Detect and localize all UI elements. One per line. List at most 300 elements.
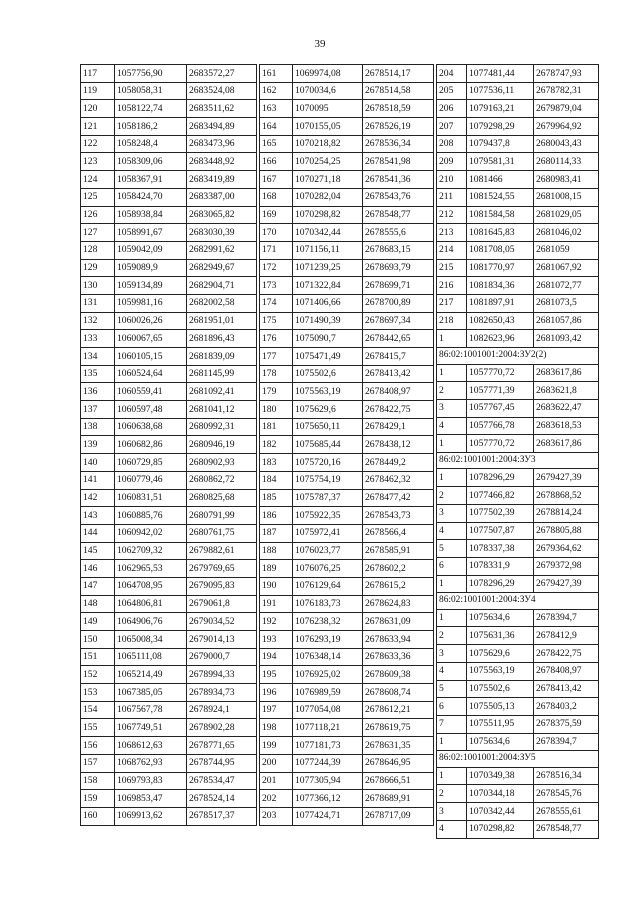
y-coordinate: 2678413,42 xyxy=(534,680,599,698)
y-coordinate: 2679014,13 xyxy=(187,631,257,649)
point-number: 132 xyxy=(81,312,115,330)
x-coordinate: 1070095 xyxy=(293,100,363,118)
y-coordinate: 2678412,9 xyxy=(534,627,599,645)
x-coordinate: 1076076,25 xyxy=(293,560,363,578)
x-coordinate: 1057766,78 xyxy=(467,417,534,435)
point-number: 175 xyxy=(260,312,293,330)
table-row xyxy=(81,613,257,631)
table-row xyxy=(437,135,599,153)
table-row xyxy=(437,767,599,785)
table-row xyxy=(81,595,257,613)
x-coordinate: 1057771,39 xyxy=(467,382,534,400)
table-row xyxy=(260,524,434,542)
point-number: 3 xyxy=(437,504,467,522)
point-number: 4 xyxy=(437,417,467,435)
point-number: 183 xyxy=(260,454,293,472)
y-coordinate: 2683622,47 xyxy=(534,399,599,417)
y-coordinate: 2681896,43 xyxy=(187,330,257,348)
point-number: 135 xyxy=(81,365,115,383)
table-row xyxy=(81,807,257,825)
table-row xyxy=(260,807,434,825)
x-coordinate: 1069913,62 xyxy=(115,807,187,825)
x-coordinate: 1070342,44 xyxy=(467,803,534,821)
y-coordinate: 2678548,77 xyxy=(534,820,599,838)
y-coordinate: 2678994,33 xyxy=(187,666,257,684)
y-coordinate: 2678394,7 xyxy=(534,609,599,627)
point-number: 123 xyxy=(81,153,115,171)
x-coordinate: 1058058,31 xyxy=(115,82,187,100)
table-row xyxy=(260,241,434,259)
x-coordinate: 1075650,11 xyxy=(293,418,363,436)
table-row xyxy=(260,401,434,419)
point-number: 155 xyxy=(81,719,115,737)
y-coordinate: 2683524,08 xyxy=(187,82,257,100)
table-row xyxy=(260,577,434,595)
y-coordinate: 2681041,12 xyxy=(187,401,257,419)
coordinates-table-3 xyxy=(436,64,599,839)
y-coordinate: 2683065,82 xyxy=(187,206,257,224)
table-row xyxy=(81,631,257,649)
table-row xyxy=(260,100,434,118)
point-number: 144 xyxy=(81,524,115,542)
y-coordinate: 2681839,09 xyxy=(187,348,257,366)
parcel-header-row xyxy=(437,751,599,768)
table-row xyxy=(260,790,434,808)
y-coordinate: 2679769,65 xyxy=(187,560,257,578)
y-coordinate: 2678555,6 xyxy=(363,224,434,242)
parcel-cadastral-number: 86:02:1001001:2004:ЗУ2(2) xyxy=(437,348,599,365)
point-number: 205 xyxy=(437,82,467,100)
table-row xyxy=(81,790,257,808)
point-number: 212 xyxy=(437,206,467,224)
point-number: 1 xyxy=(437,364,467,382)
point-number: 117 xyxy=(81,65,115,83)
x-coordinate: 1058938,84 xyxy=(115,206,187,224)
y-coordinate: 2681029,05 xyxy=(534,206,599,224)
table-row xyxy=(260,454,434,472)
y-coordinate: 2678771,65 xyxy=(187,737,257,755)
table-row xyxy=(81,666,257,684)
point-number: 2 xyxy=(437,382,467,400)
parcel-cadastral-number: 86:02:1001001:2004:ЗУ5 xyxy=(437,751,599,768)
point-number: 6 xyxy=(437,557,467,575)
point-number: 156 xyxy=(81,737,115,755)
x-coordinate: 1075631,36 xyxy=(467,627,534,645)
point-number: 2 xyxy=(437,487,467,505)
point-number: 158 xyxy=(81,772,115,790)
y-coordinate: 2680825,68 xyxy=(187,489,257,507)
x-coordinate: 1075563,19 xyxy=(467,662,534,680)
y-coordinate: 2678624,83 xyxy=(363,595,434,613)
table-row xyxy=(437,224,599,242)
x-coordinate: 1070218,82 xyxy=(293,135,363,153)
table-row xyxy=(260,542,434,560)
y-coordinate: 2678422,75 xyxy=(534,645,599,663)
x-coordinate: 1070298,82 xyxy=(293,206,363,224)
y-coordinate: 2679427,39 xyxy=(534,575,599,593)
point-number: 162 xyxy=(260,82,293,100)
point-number: 214 xyxy=(437,241,467,259)
table-row xyxy=(437,540,599,558)
point-number: 2 xyxy=(437,627,467,645)
table-row xyxy=(437,65,599,83)
x-coordinate: 1071490,39 xyxy=(293,312,363,330)
y-coordinate: 2678438,12 xyxy=(363,436,434,454)
table-row xyxy=(260,631,434,649)
point-number: 160 xyxy=(81,807,115,825)
x-coordinate: 1058367,91 xyxy=(115,171,187,189)
y-coordinate: 2678585,91 xyxy=(363,542,434,560)
point-number: 197 xyxy=(260,701,293,719)
x-coordinate: 1077536,11 xyxy=(467,82,534,100)
table-row xyxy=(81,330,257,348)
x-coordinate: 1075090,7 xyxy=(293,330,363,348)
point-number: 202 xyxy=(260,790,293,808)
table-row xyxy=(260,365,434,383)
y-coordinate: 2678541,98 xyxy=(363,153,434,171)
table-row xyxy=(81,701,257,719)
x-coordinate: 1077366,12 xyxy=(293,790,363,808)
y-coordinate: 2683030,39 xyxy=(187,224,257,242)
y-coordinate: 2678442,65 xyxy=(363,330,434,348)
y-coordinate: 2678408,97 xyxy=(363,383,434,401)
point-number: 127 xyxy=(81,224,115,242)
x-coordinate: 1064708,95 xyxy=(115,577,187,595)
table-row xyxy=(437,100,599,118)
point-number: 3 xyxy=(437,803,467,821)
table-row xyxy=(260,383,434,401)
point-number: 181 xyxy=(260,418,293,436)
table-row xyxy=(81,294,257,312)
x-coordinate: 1077507,87 xyxy=(467,522,534,540)
y-coordinate: 2678514,58 xyxy=(363,82,434,100)
y-coordinate: 2681092,41 xyxy=(187,383,257,401)
point-number: 189 xyxy=(260,560,293,578)
point-number: 184 xyxy=(260,471,293,489)
parcel-header-row xyxy=(437,452,599,469)
x-coordinate: 1076238,32 xyxy=(293,613,363,631)
table-row xyxy=(437,645,599,663)
y-coordinate: 2680043,43 xyxy=(534,135,599,153)
table-row xyxy=(260,666,434,684)
x-coordinate: 1081897,91 xyxy=(467,294,534,312)
y-coordinate: 2678689,91 xyxy=(363,790,434,808)
y-coordinate: 2678408,97 xyxy=(534,662,599,680)
y-coordinate: 2678555,61 xyxy=(534,803,599,821)
table-row xyxy=(81,542,257,560)
y-coordinate: 2683494,89 xyxy=(187,118,257,136)
x-coordinate: 1071239,25 xyxy=(293,259,363,277)
y-coordinate: 2678534,47 xyxy=(187,772,257,790)
table-row xyxy=(260,135,434,153)
x-coordinate: 1060682,86 xyxy=(115,436,187,454)
y-coordinate: 2678666,51 xyxy=(363,772,434,790)
x-coordinate: 1076183,73 xyxy=(293,595,363,613)
table-row xyxy=(260,171,434,189)
y-coordinate: 2678518,59 xyxy=(363,100,434,118)
y-coordinate: 2678646,95 xyxy=(363,754,434,772)
x-coordinate: 1078337,38 xyxy=(467,540,534,558)
x-coordinate: 1077481,44 xyxy=(467,65,534,83)
table-row xyxy=(437,522,599,540)
table-row xyxy=(81,312,257,330)
table-row xyxy=(260,595,434,613)
point-number: 152 xyxy=(81,666,115,684)
x-coordinate: 1081524,55 xyxy=(467,188,534,206)
table-row xyxy=(260,294,434,312)
y-coordinate: 2679034,52 xyxy=(187,613,257,631)
y-coordinate: 2681008,15 xyxy=(534,188,599,206)
table-row xyxy=(260,188,434,206)
y-coordinate: 2680992,31 xyxy=(187,418,257,436)
y-coordinate: 2678545,76 xyxy=(534,785,599,803)
table-row xyxy=(81,684,257,702)
x-coordinate: 1060067,65 xyxy=(115,330,187,348)
y-coordinate: 2680902,93 xyxy=(187,454,257,472)
y-coordinate: 2678683,15 xyxy=(363,241,434,259)
table-row xyxy=(437,294,599,312)
point-number: 1 xyxy=(437,330,467,348)
y-coordinate: 2678633,36 xyxy=(363,648,434,666)
x-coordinate: 1071322,84 xyxy=(293,277,363,295)
y-coordinate: 2683617,86 xyxy=(534,435,599,453)
table-row xyxy=(437,364,599,382)
point-number: 134 xyxy=(81,348,115,366)
y-coordinate: 2683511,62 xyxy=(187,100,257,118)
point-number: 203 xyxy=(260,807,293,825)
x-coordinate: 1059981,16 xyxy=(115,294,187,312)
y-coordinate: 2678700,89 xyxy=(363,294,434,312)
x-coordinate: 1059089,9 xyxy=(115,259,187,277)
table-row xyxy=(437,557,599,575)
y-coordinate: 2678543,73 xyxy=(363,507,434,525)
point-number: 217 xyxy=(437,294,467,312)
table-row xyxy=(437,715,599,733)
point-number: 179 xyxy=(260,383,293,401)
x-coordinate: 1059134,89 xyxy=(115,277,187,295)
point-number: 4 xyxy=(437,662,467,680)
point-number: 157 xyxy=(81,754,115,772)
point-number: 172 xyxy=(260,259,293,277)
x-coordinate: 1077118,21 xyxy=(293,719,363,737)
x-coordinate: 1070271,18 xyxy=(293,171,363,189)
point-number: 140 xyxy=(81,454,115,472)
x-coordinate: 1070155,05 xyxy=(293,118,363,136)
table-row xyxy=(260,471,434,489)
table-row xyxy=(81,577,257,595)
point-number: 133 xyxy=(81,330,115,348)
point-number: 180 xyxy=(260,401,293,419)
x-coordinate: 1081770,97 xyxy=(467,259,534,277)
table-row xyxy=(260,436,434,454)
point-number: 204 xyxy=(437,65,467,83)
table-row xyxy=(260,82,434,100)
x-coordinate: 1081466 xyxy=(467,171,534,189)
y-coordinate: 2678782,31 xyxy=(534,82,599,100)
y-coordinate: 2683617,86 xyxy=(534,364,599,382)
table-row xyxy=(260,224,434,242)
x-coordinate: 1081584,58 xyxy=(467,206,534,224)
x-coordinate: 1076293,19 xyxy=(293,631,363,649)
x-coordinate: 1075505,13 xyxy=(467,698,534,716)
x-coordinate: 1070344,18 xyxy=(467,785,534,803)
x-coordinate: 1079581,31 xyxy=(467,153,534,171)
x-coordinate: 1057770,72 xyxy=(467,364,534,382)
y-coordinate: 2678449,2 xyxy=(363,454,434,472)
x-coordinate: 1060524,64 xyxy=(115,365,187,383)
point-number: 186 xyxy=(260,507,293,525)
x-coordinate: 1069974,08 xyxy=(293,65,363,83)
table-row xyxy=(260,613,434,631)
table-row xyxy=(437,487,599,505)
point-number: 138 xyxy=(81,418,115,436)
table-row xyxy=(437,417,599,435)
y-coordinate: 2681059 xyxy=(534,241,599,259)
table-row xyxy=(81,719,257,737)
table-row xyxy=(437,241,599,259)
y-coordinate: 2682904,71 xyxy=(187,277,257,295)
table-row xyxy=(437,820,599,838)
x-coordinate: 1075787,37 xyxy=(293,489,363,507)
table-row xyxy=(437,504,599,522)
table-row xyxy=(81,188,257,206)
parcel-header-row xyxy=(437,593,599,610)
point-number: 166 xyxy=(260,153,293,171)
y-coordinate: 2678566,4 xyxy=(363,524,434,542)
x-coordinate: 1070254,25 xyxy=(293,153,363,171)
table-row xyxy=(437,609,599,627)
table-row xyxy=(260,772,434,790)
x-coordinate: 1071406,66 xyxy=(293,294,363,312)
y-coordinate: 2678541,36 xyxy=(363,171,434,189)
x-coordinate: 1070349,38 xyxy=(467,767,534,785)
table-row xyxy=(260,259,434,277)
x-coordinate: 1067385,05 xyxy=(115,684,187,702)
table-row xyxy=(81,82,257,100)
y-coordinate: 2678631,09 xyxy=(363,613,434,631)
y-coordinate: 2678477,42 xyxy=(363,489,434,507)
table-row xyxy=(260,489,434,507)
y-coordinate: 2683473,96 xyxy=(187,135,257,153)
table-row xyxy=(260,65,434,83)
table-row xyxy=(81,489,257,507)
x-coordinate: 1059042,09 xyxy=(115,241,187,259)
y-coordinate: 2678631,35 xyxy=(363,737,434,755)
x-coordinate: 1075629,6 xyxy=(293,401,363,419)
point-number: 142 xyxy=(81,489,115,507)
point-number: 141 xyxy=(81,471,115,489)
x-coordinate: 1058248,4 xyxy=(115,135,187,153)
table-row xyxy=(260,560,434,578)
table-row xyxy=(437,575,599,593)
y-coordinate: 2678462,32 xyxy=(363,471,434,489)
point-number: 5 xyxy=(437,540,467,558)
y-coordinate: 2678609,38 xyxy=(363,666,434,684)
x-coordinate: 1070034,6 xyxy=(293,82,363,100)
x-coordinate: 1070282,04 xyxy=(293,188,363,206)
y-coordinate: 2682002,58 xyxy=(187,294,257,312)
table-row xyxy=(81,648,257,666)
y-coordinate: 2678902,28 xyxy=(187,719,257,737)
y-coordinate: 2679427,39 xyxy=(534,469,599,487)
point-number: 190 xyxy=(260,577,293,595)
point-number: 192 xyxy=(260,613,293,631)
x-coordinate: 1060597,48 xyxy=(115,401,187,419)
table-row xyxy=(81,524,257,542)
table-row xyxy=(437,399,599,417)
y-coordinate: 2679364,62 xyxy=(534,540,599,558)
x-coordinate: 1077181,73 xyxy=(293,737,363,755)
table-row xyxy=(81,507,257,525)
point-number: 1 xyxy=(437,609,467,627)
table-row xyxy=(81,277,257,295)
y-coordinate: 2679061,8 xyxy=(187,595,257,613)
table-row xyxy=(437,733,599,751)
y-coordinate: 2678548,77 xyxy=(363,206,434,224)
point-number: 6 xyxy=(437,698,467,716)
point-number: 195 xyxy=(260,666,293,684)
x-coordinate: 1065214,49 xyxy=(115,666,187,684)
y-coordinate: 2678747,93 xyxy=(534,65,599,83)
x-coordinate: 1079437,8 xyxy=(467,135,534,153)
point-number: 194 xyxy=(260,648,293,666)
table-row xyxy=(81,259,257,277)
y-coordinate: 2678615,2 xyxy=(363,577,434,595)
y-coordinate: 2679964,92 xyxy=(534,118,599,136)
x-coordinate: 1081708,05 xyxy=(467,241,534,259)
table-row xyxy=(260,737,434,755)
point-number: 1 xyxy=(437,767,467,785)
x-coordinate: 1076348,14 xyxy=(293,648,363,666)
point-number: 161 xyxy=(260,65,293,83)
table-row xyxy=(437,698,599,716)
table-row xyxy=(437,662,599,680)
point-number: 213 xyxy=(437,224,467,242)
x-coordinate: 1058122,74 xyxy=(115,100,187,118)
table-row xyxy=(81,100,257,118)
point-number: 146 xyxy=(81,560,115,578)
point-number: 188 xyxy=(260,542,293,560)
table-row xyxy=(437,627,599,645)
coordinates-table-2 xyxy=(259,64,434,826)
y-coordinate: 2683419,89 xyxy=(187,171,257,189)
point-number: 167 xyxy=(260,171,293,189)
point-number: 121 xyxy=(81,118,115,136)
y-coordinate: 2680114,33 xyxy=(534,153,599,171)
point-number: 4 xyxy=(437,522,467,540)
x-coordinate: 1065111,08 xyxy=(115,648,187,666)
table-row xyxy=(437,277,599,295)
point-number: 125 xyxy=(81,188,115,206)
y-coordinate: 2683387,00 xyxy=(187,188,257,206)
table-row xyxy=(81,118,257,136)
y-coordinate: 2678415,7 xyxy=(363,348,434,366)
x-coordinate: 1060559,41 xyxy=(115,383,187,401)
x-coordinate: 1057767,45 xyxy=(467,399,534,417)
table-row xyxy=(437,206,599,224)
x-coordinate: 1068612,63 xyxy=(115,737,187,755)
point-number: 119 xyxy=(81,82,115,100)
point-number: 207 xyxy=(437,118,467,136)
y-coordinate: 2681046,02 xyxy=(534,224,599,242)
x-coordinate: 1075471,49 xyxy=(293,348,363,366)
table-row xyxy=(437,171,599,189)
table-row xyxy=(437,469,599,487)
x-coordinate: 1060729,85 xyxy=(115,454,187,472)
table-row xyxy=(260,277,434,295)
x-coordinate: 1058991,67 xyxy=(115,224,187,242)
x-coordinate: 1070342,44 xyxy=(293,224,363,242)
